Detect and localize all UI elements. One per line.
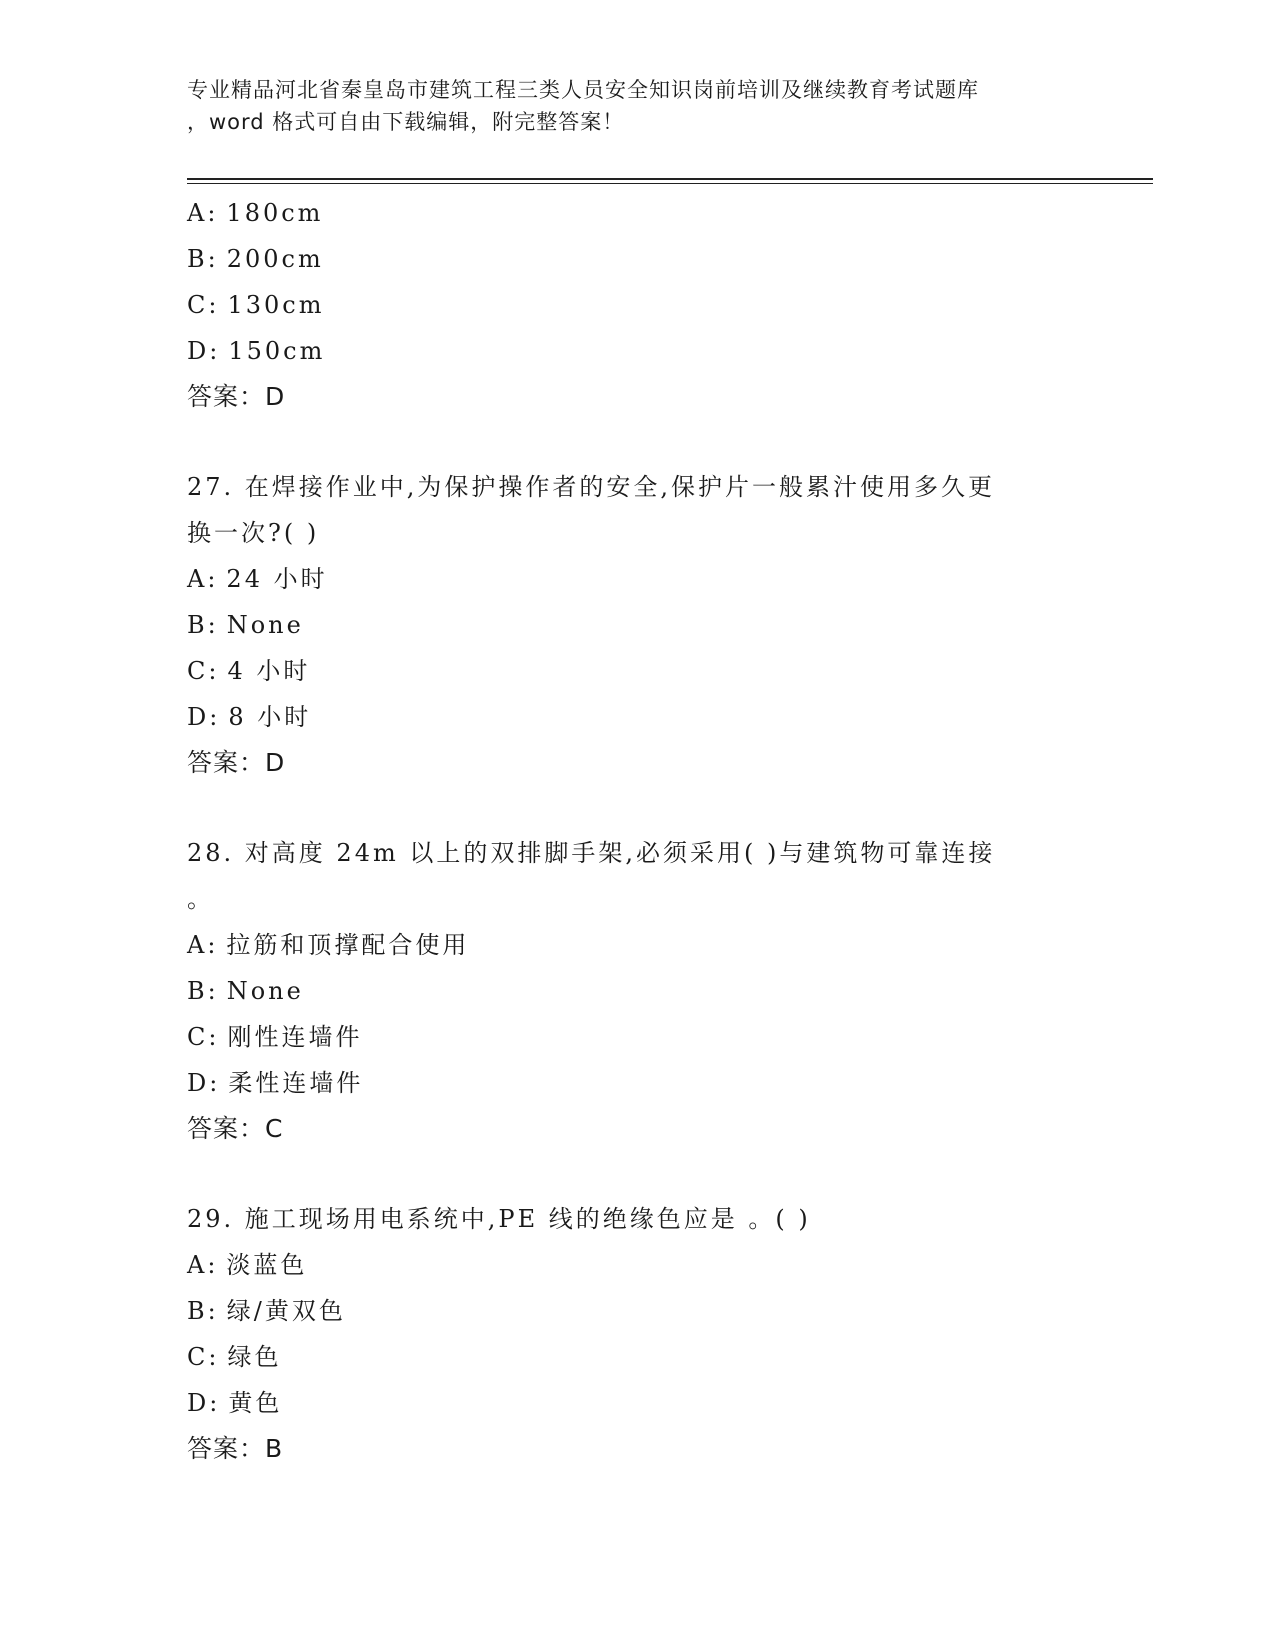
option-label: A: <box>187 1251 219 1279</box>
option-text: 绿/黄双色 <box>226 1297 346 1325</box>
spacer <box>187 420 1107 464</box>
option-label: A: <box>187 199 219 227</box>
document-header <box>187 74 1107 138</box>
option-b <box>187 968 1107 1014</box>
option-label: A: <box>187 565 219 593</box>
option-d <box>187 1060 1107 1106</box>
option-label: A: <box>187 931 219 959</box>
option-label: C: <box>187 291 220 319</box>
option-text: 200cm <box>226 245 324 273</box>
spacer <box>187 1152 1107 1196</box>
question-27-block <box>187 464 1107 786</box>
option-text: 黄色 <box>228 1389 283 1417</box>
option-label: C: <box>187 1023 220 1051</box>
option-c <box>187 282 1107 328</box>
option-text: 绿色 <box>227 1343 282 1371</box>
option-d <box>187 1380 1107 1426</box>
spacer <box>187 786 1107 830</box>
option-a <box>187 556 1107 602</box>
header-divider <box>187 178 1153 184</box>
option-label: B: <box>187 977 219 1005</box>
option-b <box>187 236 1107 282</box>
option-d <box>187 328 1107 374</box>
option-label: C: <box>187 1343 220 1371</box>
answer-line: 答案：B <box>187 1434 284 1463</box>
option-label: B: <box>187 245 219 273</box>
header-subtitle-line: ，word 格式可自由下载编辑，附完整答案！ <box>187 110 625 134</box>
option-text: 拉筋和顶撑配合使用 <box>226 931 470 959</box>
question-stem: 27. 在焊接作业中,为保护操作者的安全,保护片一般累汁使用多久更 <box>187 473 996 501</box>
option-c <box>187 1014 1107 1060</box>
question-28-block <box>187 830 1107 1152</box>
question-29-block <box>187 1196 1107 1472</box>
option-d <box>187 694 1107 740</box>
option-text: 刚性连墙件 <box>227 1023 363 1051</box>
option-c <box>187 1334 1107 1380</box>
option-b <box>187 1288 1107 1334</box>
option-c <box>187 648 1107 694</box>
question-26-block <box>187 190 1107 420</box>
option-label: D: <box>187 337 221 365</box>
question-list <box>187 190 1107 1472</box>
question-stem: 28. 对高度 24m 以上的双排脚手架,必须采用( )与建筑物可靠连接 <box>187 839 996 867</box>
option-text: 24 小时 <box>226 565 328 593</box>
answer-line: 答案：D <box>187 748 286 777</box>
option-text: 130cm <box>227 291 325 319</box>
option-text: 淡蓝色 <box>226 1251 308 1279</box>
option-text: 180cm <box>226 199 324 227</box>
option-label: D: <box>187 1389 221 1417</box>
option-text: 柔性连墙件 <box>228 1069 364 1097</box>
header-title-line: 专业精品河北省秦皇岛市建筑工程三类人员安全知识岗前培训及继续教育考试题库 <box>187 78 979 102</box>
option-label: D: <box>187 703 221 731</box>
option-text: None <box>226 611 304 639</box>
answer-line: 答案：C <box>187 1114 284 1143</box>
option-text: 4 小时 <box>227 657 311 685</box>
option-label: D: <box>187 1069 221 1097</box>
option-label: B: <box>187 1297 219 1325</box>
option-b <box>187 602 1107 648</box>
option-a <box>187 922 1107 968</box>
option-label: C: <box>187 657 220 685</box>
option-text: None <box>226 977 304 1005</box>
option-label: B: <box>187 611 219 639</box>
option-a <box>187 190 1107 236</box>
question-stem: 29. 施工现场用电系统中,PE 线的绝缘色应是 。( ) <box>187 1205 811 1233</box>
option-text: 150cm <box>228 337 326 365</box>
option-a <box>187 1242 1107 1288</box>
question-stem-continued: 。 <box>187 885 214 913</box>
answer-line: 答案：D <box>187 382 286 411</box>
question-stem-continued: 换一次?( ) <box>187 519 320 547</box>
option-text: 8 小时 <box>228 703 312 731</box>
